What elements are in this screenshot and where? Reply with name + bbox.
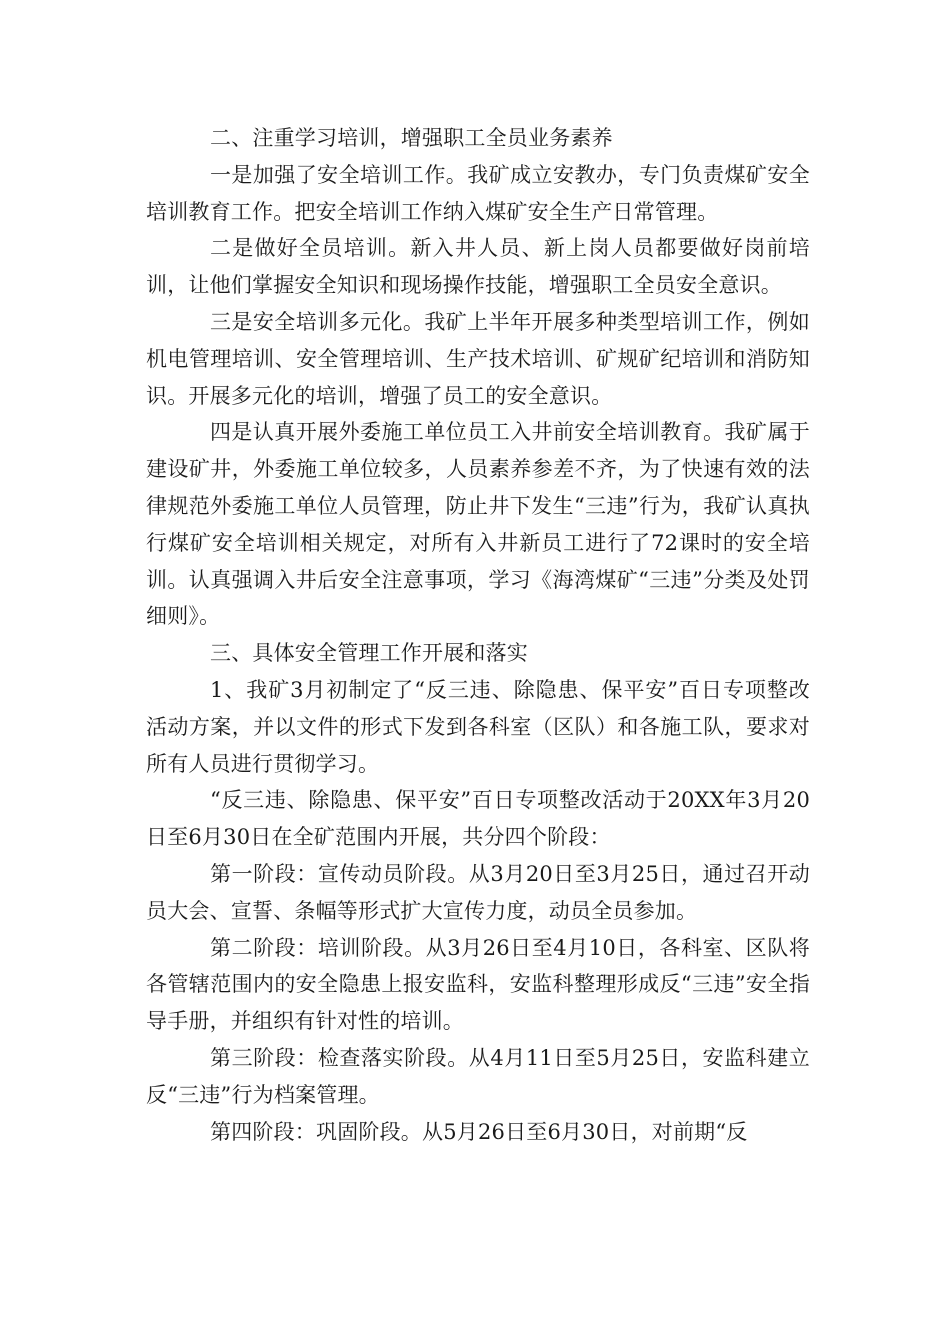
paragraph-diversified-training: 三是安全培训多元化。我矿上半年开展多种类型培训工作，例如机电管理培训、安全管理培训、生产技术培训、矿规矿纪培训和消防知识。开展多元化的培训，增强了员工的安全意识。 bbox=[146, 309, 810, 408]
document-body bbox=[146, 120, 810, 1150]
section-heading-training: 二、注重学习培训，增强职工全员业务素养 bbox=[210, 126, 613, 150]
paragraph-contractor-training: 四是认真开展外委施工单位员工入井前安全培训教育。我矿属于建设矿井，外委施工单位较多，人员素养参差不齐，为了快速有效的法律规范外委施工单位人员管理，防止井下发生“三违”行为，我矿认真执行煤矿安全培训相关规定，对所有入井新员工进行了72课时的安全培训。认真强调入井后安全注意事项，学习《海湾煤矿“三违”分类及处罚细则》。 bbox=[146, 420, 810, 629]
paragraph-stage-four: 第四阶段：巩固阶段。从5月26日至6月30日，对前期“反 bbox=[210, 1119, 748, 1144]
paragraph-stage-three: 第三阶段：检查落实阶段。从4月11日至5月25日，安监科建立反“三违”行为档案管理。 bbox=[146, 1045, 810, 1107]
section-heading-management: 三、具体安全管理工作开展和落实 bbox=[210, 641, 528, 666]
paragraph-stage-one: 第一阶段：宣传动员阶段。从3月20日至3月25日，通过召开动员大会、宣誓、条幅等形式扩大宣传力度，动员全员参加。 bbox=[146, 861, 810, 923]
paragraph-training-work: 一是加强了安全培训工作。我矿成立安教办，专门负责煤矿安全培训教育工作。把安全培训工作纳入煤矿安全生产日常管理。 bbox=[146, 162, 810, 224]
paragraph-stage-two: 第二阶段：培训阶段。从3月26日至4月10日，各科室、区队将各管辖范围内的安全隐患上报安监科，安监科整理形成反“三违”安全指导手册，并组织有针对性的培训。 bbox=[146, 935, 810, 1034]
paragraph-all-staff-training: 二是做好全员培训。新入井人员、新上岗人员都要做好岗前培训，让他们掌握安全知识和现场操作技能，增强职工全员安全意识。 bbox=[146, 236, 810, 298]
paragraph-campaign-schedule: “反三违、除隐患、保平安”百日专项整改活动于20XX年3月20日至6月30日在全矿范围内开展，共分四个阶段： bbox=[146, 788, 810, 850]
paragraph-campaign-plan: 1、我矿3月初制定了“反三违、除隐患、保平安”百日专项整改活动方案，并以文件的形式下发到各科室（区队）和各施工队，要求对所有人员进行贯彻学习。 bbox=[146, 677, 810, 776]
